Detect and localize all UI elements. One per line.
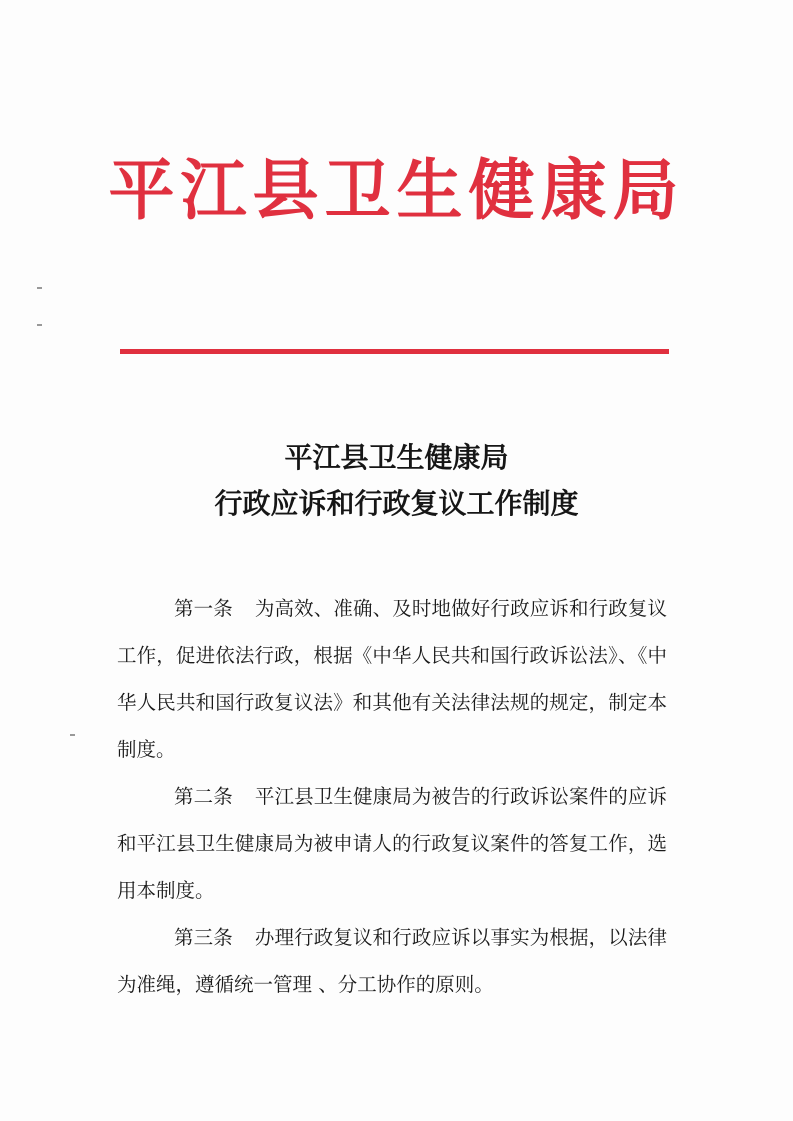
- article-paragraph: [117, 914, 667, 1008]
- article-number: 第三条: [174, 926, 233, 949]
- letterhead-red-rule: [120, 349, 669, 354]
- document-title-line-2: 行政应诉和行政复议工作制度: [214, 487, 579, 520]
- article-text: 平江县卫生健康局为被告的行政诉讼案件的应诉和平江县卫生健康局为被申请人的行政复议案件的答复工作，选用本制度。: [117, 785, 667, 902]
- document-body: [117, 585, 667, 1008]
- article-text: 办理行政复议和行政应诉以事实为根据，以法律为准绳，遵循统一管理 、分工协作的原则。: [117, 926, 667, 996]
- document-title-line-1: 平江县卫生健康局: [284, 441, 509, 474]
- article-number: 第二条: [174, 785, 233, 808]
- article-text: 为高效、准确、及时地做好行政应诉和行政复议工作，促进依法行政，根据《中华人民共和国行政诉讼法》、《中华人民共和国行政复议法》和其他有关法律法规的规定，制定本制度。: [117, 597, 667, 761]
- article-number: 第一条: [174, 597, 233, 620]
- scan-speck: [37, 324, 42, 326]
- article-paragraph: [117, 773, 667, 914]
- article-paragraph: [117, 585, 667, 773]
- scan-speck: [70, 734, 75, 736]
- letterhead-title: 平江县卫生健康局: [108, 151, 685, 229]
- scan-speck: [37, 287, 42, 289]
